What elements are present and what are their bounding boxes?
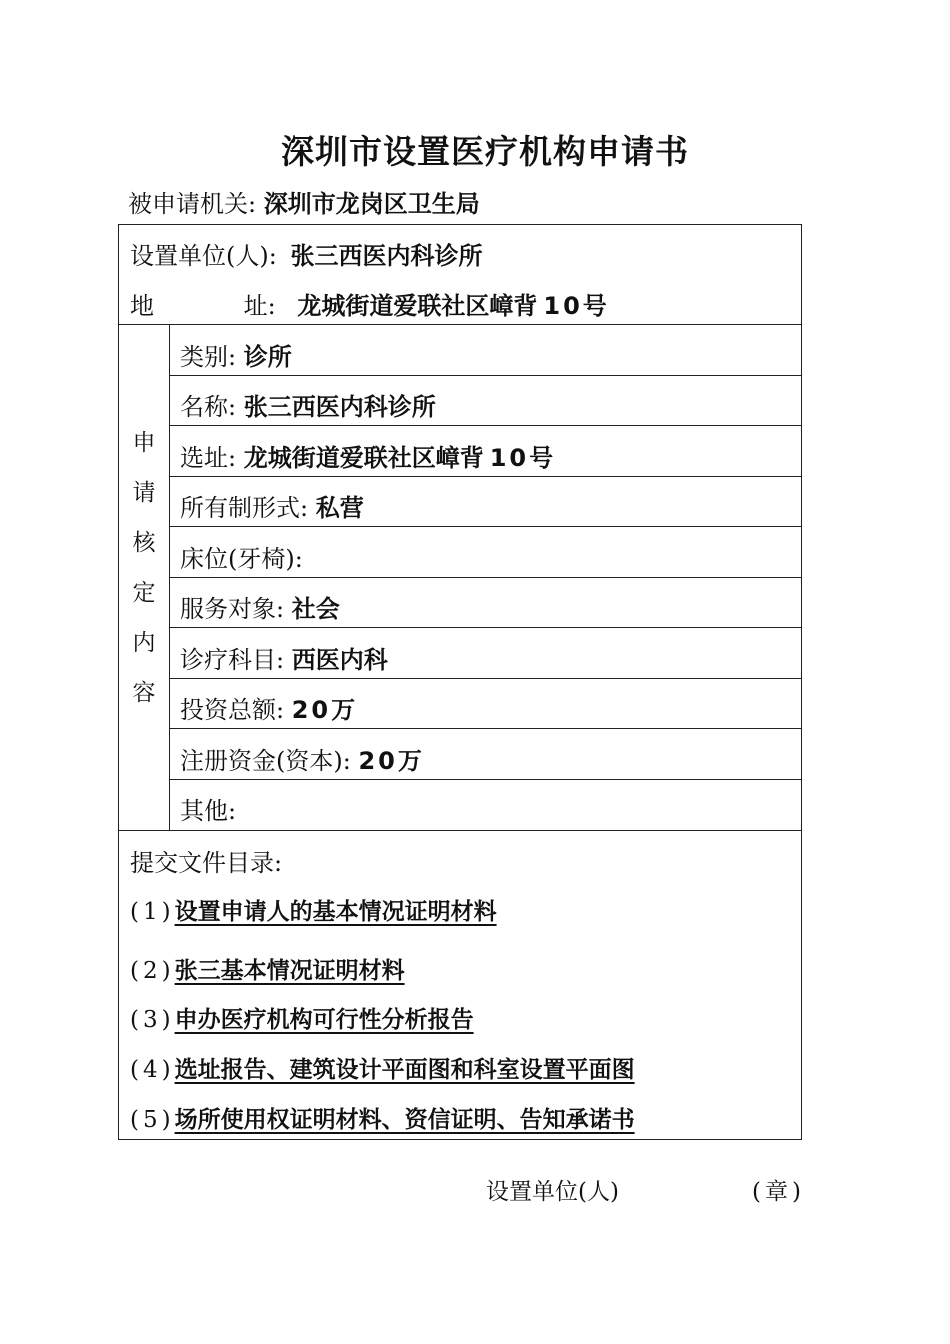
address-label-a: 地 [130, 292, 154, 320]
row-separator [169, 577, 802, 578]
row-separator [169, 627, 802, 628]
field-site: 选址: 龙城街道爱联社区嶂背 10号 [180, 444, 557, 472]
field-name: 名称: 张三西医内科诊所 [180, 393, 436, 421]
row-separator [169, 375, 802, 376]
address-number: 10号 [543, 292, 610, 320]
address-value: 龙城街道爱联社区嶂背 [297, 292, 538, 320]
field-departments: 诊疗科目: 西医内科 [180, 646, 388, 674]
unit-line [130, 236, 482, 271]
field-investment: 投资总额: 20万 [180, 696, 359, 724]
row-separator [169, 728, 802, 729]
field-ownership: 所有制形式: 私营 [180, 494, 364, 522]
stamp-placeholder: (章) [752, 1179, 805, 1205]
files-heading: 提交文件目录: [130, 849, 283, 877]
row-separator [169, 678, 802, 679]
table-divider [118, 324, 802, 325]
row-separator [169, 526, 802, 527]
signature-label: 设置单位(人) [486, 1179, 619, 1205]
authority-line [128, 184, 480, 219]
field-beds: 床位(牙椅): [180, 545, 303, 573]
field-category: 类别: 诊所 [180, 343, 292, 371]
authority-value: 深圳市龙岗区卫生局 [263, 190, 480, 218]
section-label: 申 请 核 定 内 容 [132, 430, 156, 706]
file-item: (4)选址报告、建筑设计平面图和科室设置平面图 [130, 1057, 635, 1083]
file-item: (5)场所使用权证明材料、资信证明、告知承诺书 [130, 1107, 635, 1133]
field-registered-capital: 注册资金(资本): 20万 [180, 747, 425, 775]
row-separator [169, 779, 802, 780]
table-divider [118, 830, 802, 831]
unit-value: 张三西医内科诊所 [290, 242, 483, 270]
file-item: (2)张三基本情况证明材料 [130, 958, 405, 984]
file-item: (3)申办医疗机构可行性分析报告 [130, 1007, 474, 1033]
row-separator [169, 476, 802, 477]
address-label-b: 址: [243, 292, 276, 320]
authority-label: 被申请机关: [128, 190, 257, 218]
field-service-target: 服务对象: 社会 [180, 595, 340, 623]
unit-label: 设置单位(人): [130, 242, 277, 270]
row-separator [169, 425, 802, 426]
file-item: (1)设置申请人的基本情况证明材料 [130, 899, 497, 925]
address-line [130, 286, 610, 321]
field-other: 其他: [180, 797, 237, 825]
document-title: 深圳市设置医疗机构申请书 [281, 132, 689, 171]
